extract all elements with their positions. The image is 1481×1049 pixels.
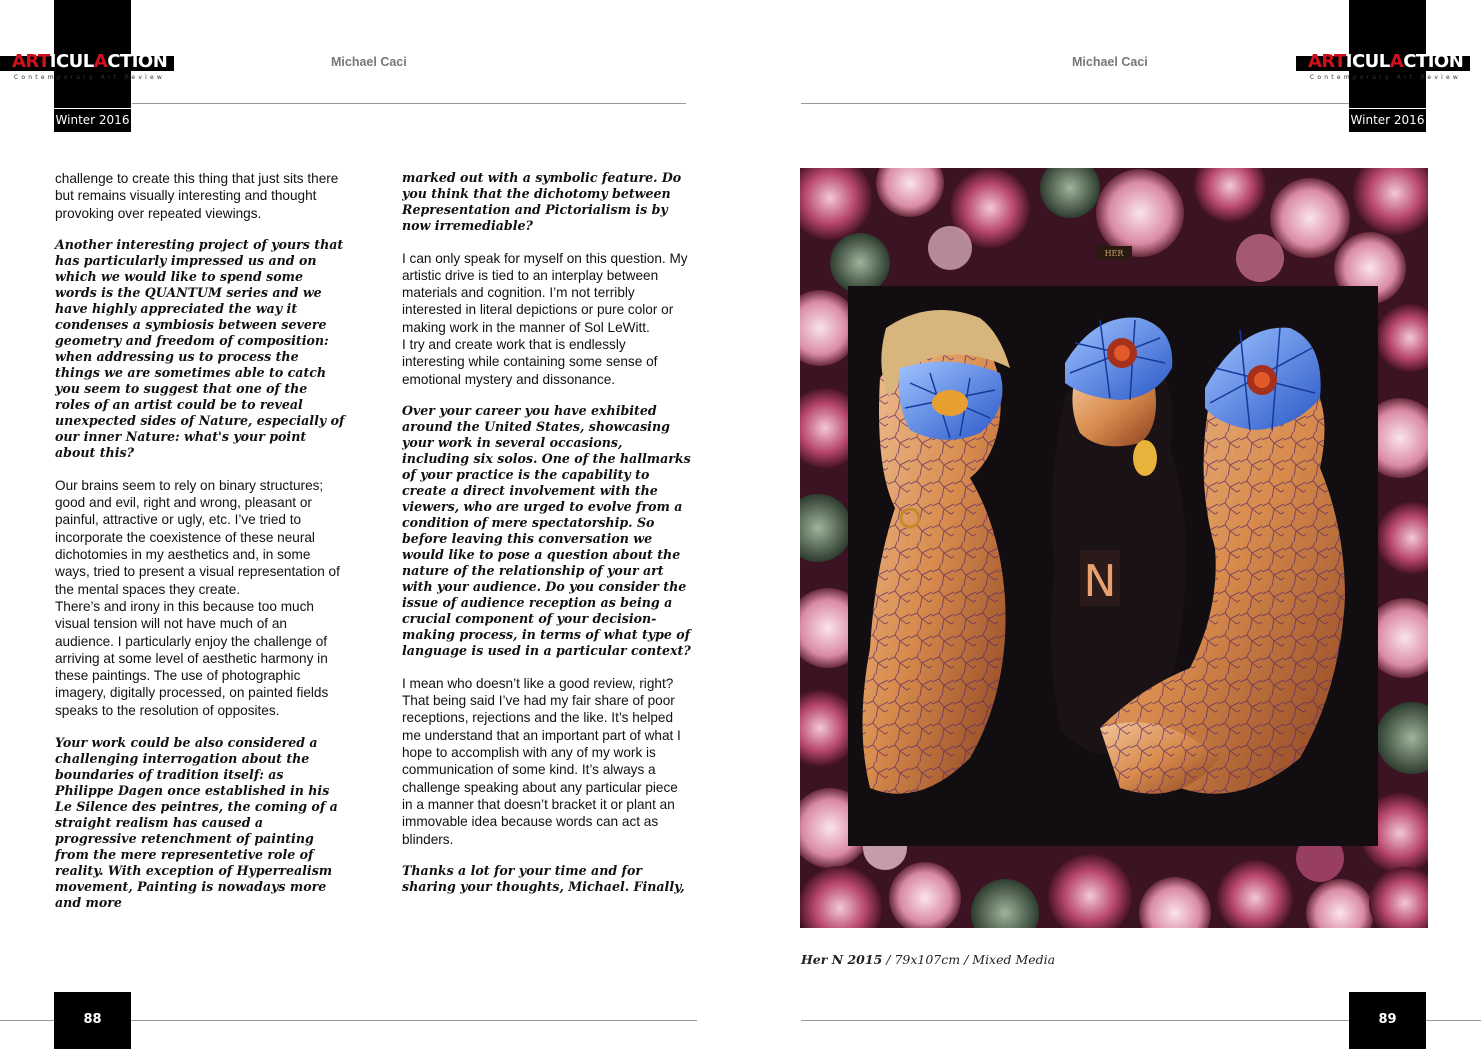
page-number: 89 (1378, 1012, 1397, 1027)
text-column-1 (55, 170, 345, 926)
artwork-letter-n: N (1083, 556, 1117, 607)
artwork-title: Her N 2015 (801, 952, 883, 967)
logo-wordmark: ARTICULACTION (1308, 51, 1464, 72)
magazine-logo (0, 51, 174, 81)
header-rule (132, 103, 686, 104)
question-paragraph: Thanks a lot for your time and for sharing your thoughts, Michael. Finally, (402, 863, 685, 895)
question-paragraph: Over your career you have exhibited around the United States, showcasing your work in several occasions, including six solos. One of the hallmarks of your practice is the capability to create a direct involvement with the viewers, who are urged to evolve from a condition of mere spectatorship. So before leaving this conversation we would like to pose a question about the nature of the relationship of your art with your audience. Do you consider the issue of audience reception as being a crucial component of your decision-making process, in terms of what type of language is used in a particular context? (402, 403, 691, 659)
artwork-collage (800, 168, 1428, 928)
answer-paragraph: Our brains seem to rely on binary structures; good and evil, right and wrong, pleasant or painful, attractive or ugly, etc. I’ve tried to incorporate the coexistence of these neural dichotomies in my aesthetics and, in some ways, tried to present a visual representation of the mental spaces they create. (55, 477, 340, 597)
page-number: 88 (83, 1012, 102, 1027)
author-name: Michael Caci (331, 55, 407, 69)
answer-paragraph: challenge to create this thing that just sits there but remains visually interesting and thought provoking over repeated viewings. (55, 171, 339, 221)
author-name: Michael Caci (1072, 55, 1148, 69)
header-rule (801, 103, 1349, 104)
answer-paragraph: I can only speak for myself on this question. My artistic drive is tied to an interplay between materials and cognition. I’m not terribly interested in literal depictions or pure color or making work in the manner of Sol LeWitt. (402, 250, 688, 335)
issue-label: Winter 2016 (1349, 108, 1426, 131)
issue-label: Winter 2016 (54, 108, 131, 131)
artwork-image (800, 168, 1428, 928)
page-number-box (1349, 992, 1426, 1049)
question-paragraph: Another interesting project of yours that has particularly impressed us and on which we would like to spend some words is the QUANTUM series and we have highly appreciated the way it condenses a symbiosis between severe geometry and freedom of composition: when addressing us to process the things we are sometimes able to catch you seem to suggest that one of the roles of an artist could be to reveal unexpected sides of Nature, especially of our inner Nature: what's your point about this? (55, 237, 345, 461)
logo-wordmark: ARTICULACTION (12, 51, 168, 72)
her-label: HER (1104, 249, 1124, 258)
answer-paragraph: I try and create work that is endlessly interesting while containing some sense of emotional mystery and dissonance. (402, 336, 658, 387)
right-page (741, 0, 1481, 1049)
figures (863, 310, 1346, 794)
answer-paragraph: There’s and irony in this because too much visual tension will not have much of an audience. I particularly enjoy the challenge of arriving at some level of aesthetic harmony in these paintings. The use of photographic imagery, digitally processed, on painted fields speaks to the resolution of opposites. (55, 598, 329, 718)
left-page (0, 0, 740, 1049)
answer-paragraph: I mean who doesn’t like a good review, right? That being said I’ve had my fair share of poor receptions, rejections and the like. It’s helped me understand that an important part of what I hope to accomplish with any of my work is communication of some kind. It’s always a challenge speaking about any particular piece in a manner that doesn’t bracket it or plant an immovable idea because words can act as blinders. (402, 675, 681, 847)
page-number-box (54, 992, 131, 1049)
question-paragraph: marked out with a symbolic feature. Do you think that the dichotomy between Representation and Pictorialism is by now irremediable? (402, 170, 682, 233)
artwork-caption (801, 952, 1055, 967)
magazine-logo (1296, 51, 1470, 81)
artwork-details: / 79x107cm / Mixed Media (882, 952, 1056, 967)
logo-tagline: Contemporary Art Review (14, 74, 165, 81)
text-column-2 (402, 170, 692, 911)
question-paragraph: Your work could be also considered a challenging interrogation about the boundaries of tradition itself: as Philippe Dagen once established in his Le Silence des peintres, the coming of a straight realism has caused a progressive retenchment of painting from the mere representetive role of reality. With exception of Hyperrealism movement, Painting is nowadays more and more (55, 734, 338, 910)
logo-tagline: Contemporary Art Review (1310, 74, 1461, 81)
